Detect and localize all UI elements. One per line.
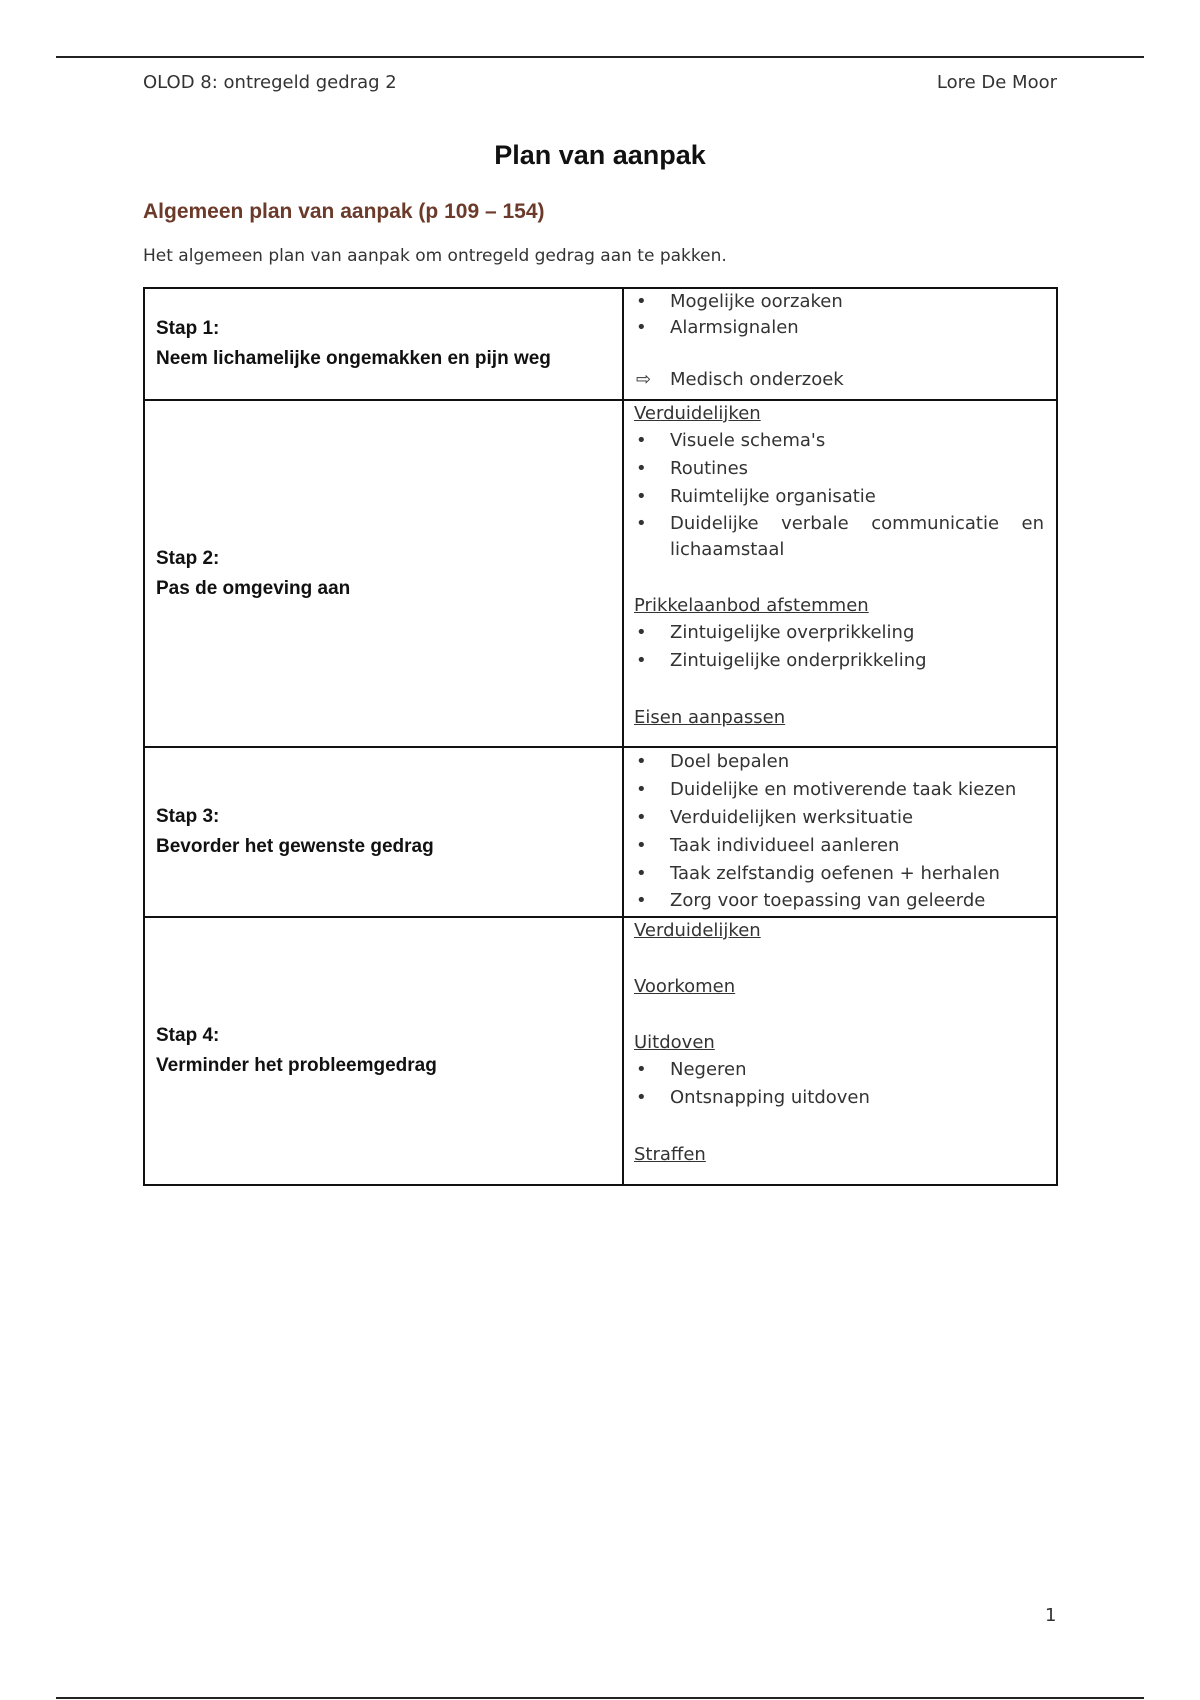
table-row [144, 917, 1057, 1185]
step-description: Neem lichamelijke ongemakken en pijn weg [156, 348, 551, 369]
list-item: ⇨ Medisch onderzoek [634, 367, 1044, 393]
bullet-icon: • [636, 1087, 647, 1108]
table-row [144, 747, 1057, 917]
bullet-icon: • [636, 430, 647, 451]
list-item: • Taak individueel aanleren [634, 832, 1044, 860]
bullet-icon: • [636, 486, 647, 507]
bullet-icon: • [636, 622, 647, 643]
group-title: Verduidelijken [634, 403, 761, 424]
step-content [623, 747, 1057, 917]
list-item: • Zorg voor toepassing van geleerde [634, 888, 1044, 914]
group-title: Voorkomen [634, 976, 736, 997]
header-author: Lore De Moor [936, 72, 1057, 93]
bullet-icon: • [636, 890, 647, 911]
group-title: Verduidelijken [634, 920, 761, 941]
table-row [144, 288, 1057, 400]
page-title: Plan van aanpak [494, 140, 706, 170]
step-content [623, 917, 1057, 1185]
list-item: • Verduidelijken werksituatie [634, 804, 1044, 832]
list-item: • Doel bepalen [634, 748, 1044, 776]
step-description: Bevorder het gewenste gedrag [156, 836, 434, 857]
bullet-icon: • [636, 317, 647, 338]
list-item: • Alarmsignalen [634, 315, 1044, 341]
bullet-icon: • [636, 863, 647, 884]
group-title: Uitdoven [634, 1032, 715, 1053]
page-header [143, 72, 1057, 100]
step-cell [144, 747, 623, 917]
plan-table [143, 287, 1058, 1186]
bullet-icon: • [636, 751, 647, 772]
list-item: • Ruimtelijke organisatie [634, 483, 1044, 511]
step-label: Stap 4: [156, 1025, 220, 1046]
page-number: 1 [1045, 1605, 1057, 1626]
bullet-icon: • [636, 835, 647, 856]
bullet-icon: • [636, 807, 647, 828]
step-content [623, 288, 1057, 400]
top-rule [56, 56, 1144, 58]
step-cell [144, 400, 623, 747]
step-description: Verminder het probleemgedrag [156, 1055, 437, 1076]
bullet-icon: • [636, 779, 647, 800]
list-item: • Zintuigelijke overprikkeling [634, 619, 1044, 647]
arrow-right-icon: ⇨ [636, 369, 652, 390]
step-label: Stap 1: [156, 318, 220, 339]
list-item: • Duidelijke verbale communicatie en lichaamstaal [636, 513, 1044, 560]
group-title: Eisen aanpassen [634, 707, 786, 728]
header-course: OLOD 8: ontregeld gedrag 2 [143, 72, 397, 93]
step-content [623, 400, 1057, 747]
list-item: • Duidelijke en motiverende taak kiezen [634, 776, 1044, 804]
section-heading: Algemeen plan van aanpak (p 109 – 154) [143, 200, 545, 223]
group-title: Prikkelaanbod afstemmen [634, 595, 869, 616]
bullet-icon: • [636, 513, 647, 534]
step-cell [144, 917, 623, 1185]
list-item: • Mogelijke oorzaken [634, 289, 1044, 315]
list-item: • Taak zelfstandig oefenen + herhalen [634, 860, 1044, 888]
bottom-rule [56, 1697, 1144, 1699]
step-label: Stap 2: [156, 547, 220, 569]
list-item: • Negeren [634, 1056, 1044, 1084]
bullet-icon: • [636, 291, 647, 312]
bullet-icon: • [636, 1059, 647, 1080]
group-title: Straffen [634, 1144, 706, 1165]
table-row [144, 400, 1057, 747]
list-item: • Ontsnapping uitdoven [634, 1084, 1044, 1112]
step-cell [144, 288, 623, 400]
list-item: • Visuele schema's [634, 427, 1044, 455]
step-description: Pas de omgeving aan [156, 577, 351, 599]
step-label: Stap 3: [156, 806, 220, 827]
list-item: • Zintuigelijke onderprikkeling [634, 647, 1044, 675]
bullet-icon: • [636, 650, 647, 671]
section-intro: Het algemeen plan van aanpak om ontregeld gedrag aan te pakken. [143, 246, 727, 266]
list-item: • Routines [634, 455, 1044, 483]
bullet-icon: • [636, 458, 647, 479]
